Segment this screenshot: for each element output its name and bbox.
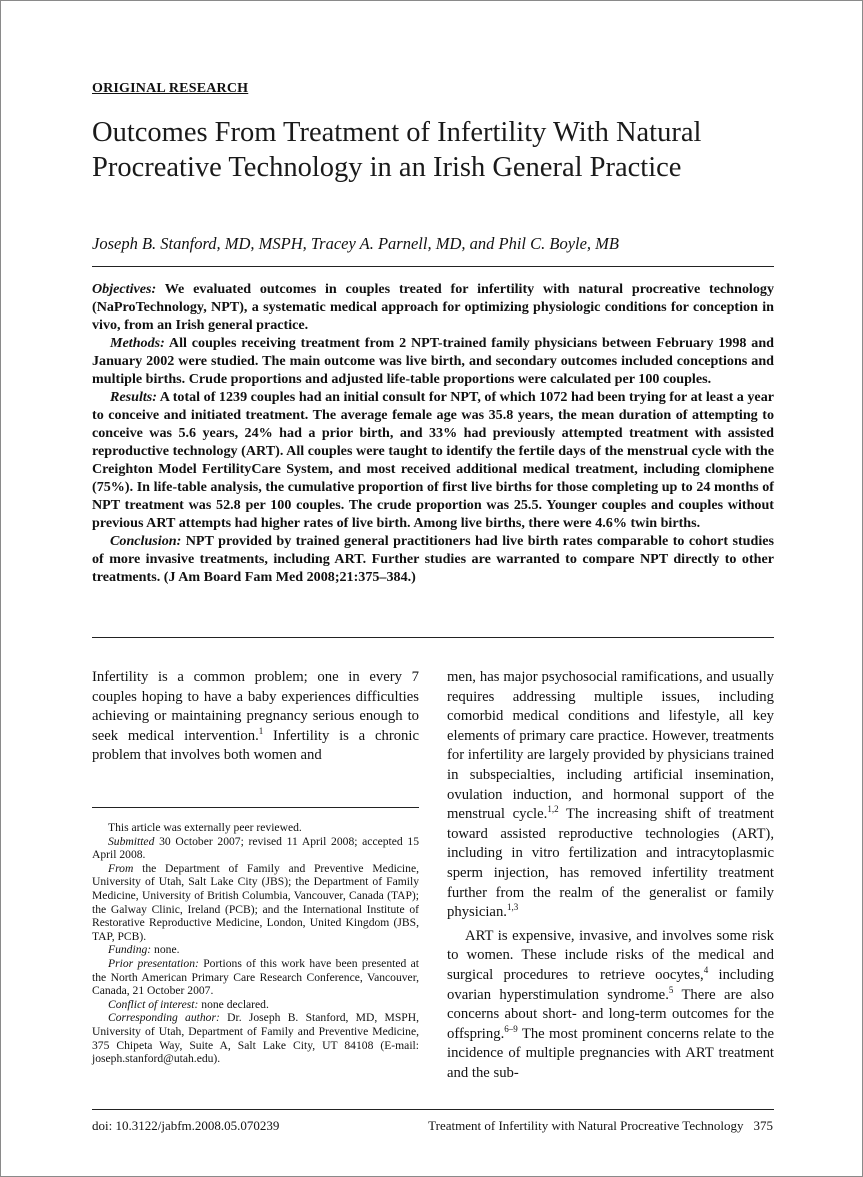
methods-text: All couples receiving treatment from 2 NPT-trained family physicians between February 1998 and January 2002 were studied. The main outcome was live birth, and secondary outcomes included conceptions and multiple births. Crude proportions and adjusted life-table proportions were calculated per 100 couples. [92, 335, 775, 387]
running-title: Treatment of Infertility with Natural Procreative Technology [428, 1118, 744, 1133]
intro-paragraph [92, 668, 419, 766]
page-number: 375 [753, 1118, 773, 1133]
footnote-review: This article was externally peer reviewed. [108, 821, 302, 834]
objectives-text: We evaluated outcomes in couples treated for infertility with natural procreative technology (NaProTechnology, NPT), a systematic medical approach for optimizing physiologic conditions for conception in vivo, from an Irish general practice. [92, 281, 774, 333]
conflict-label: Conflict of interest: [108, 997, 199, 1011]
article-title: Outcomes From Treatment of Infertility With Natural Procreative Technology in an Irish General Practice [92, 117, 702, 183]
objectives-label: Objectives: [92, 281, 157, 297]
abstract-results [92, 388, 774, 532]
conflict-text: none declared. [198, 997, 269, 1011]
conclusion-label: Conclusion: [110, 533, 182, 549]
body-column-left [92, 668, 419, 766]
footnote-rule [92, 807, 419, 808]
section-label: ORIGINAL RESEARCH [92, 81, 249, 96]
abstract-objectives [92, 280, 774, 334]
citation-ref: 6–9 [504, 1023, 518, 1034]
citation-ref: 4 [703, 965, 709, 976]
footnote-submitted [92, 835, 419, 862]
footnotes [92, 821, 419, 1066]
abstract-methods [92, 334, 774, 388]
citation-ref: 1,2 [547, 804, 559, 815]
corresponding-label: Corresponding author: [108, 1011, 220, 1025]
author-list: Joseph B. Stanford, MD, MSPH, Tracey A. Parnell, MD, and Phil C. Boyle, MB [92, 234, 620, 253]
abstract-conclusion [92, 532, 774, 586]
intro-text: Infertility is a common problem; one in every 7 couples hoping to have a baby experiences difficulties achieving or maintaining pregnancy serious enough to seek medical intervention. [92, 669, 419, 744]
footnote-prior-presentation [92, 957, 419, 998]
body-text: men, has major psychosocial ramifications, and usually requires addressing multiple issues, including comorbid medical conditions and lifestyle, all key elements of primary care practice. However, treatments for infertility are largely provided by physicians trained in subspecialties, including artificial insemination, ovulation induction, and hormonal support of the menstrual cycle. [447, 669, 774, 823]
methods-label: Methods: [110, 335, 165, 351]
body-text: The most prominent concerns relate to the incidence of multiple pregnancies with ART treatment and the sub- [447, 1025, 774, 1081]
from-label: From [108, 861, 134, 875]
citation-ref: 5 [668, 984, 674, 995]
citation-ref: 1,3 [506, 902, 519, 913]
footnote-corresponding [92, 1011, 419, 1065]
citation-ref: 1 [258, 725, 264, 736]
body-text: ART is expensive, invasive, and involves some risk to women. These include risks of the medical and surgical procedures to retrieve oocytes, [447, 927, 774, 983]
running-footer [428, 1118, 773, 1134]
from-text: the Department of Family and Preventive Medicine, University of Utah, Salt Lake City (JBS); the Department of Family Medicine, University of British Columbia, Vancouver, Canada (TAP); the Galway Clinic, Ireland (PCB); and the International Institute of Restorative Reproductive Medicine, London, United Kingdom (JBS, TAP, PCB). [92, 861, 419, 943]
funding-text: none. [151, 943, 180, 957]
corresponding-text: Dr. Joseph B. Stanford, MD, MSPH, University of Utah, Department of Family and Preventive Medicine, 375 Chipeta Way, Suite A, Salt Lake City, UT 84108 (E-mail: joseph.stanford@utah.edu). [92, 1011, 419, 1066]
footnote-funding [92, 943, 419, 957]
results-text: A total of 1239 couples had an initial consult for NPT, of which 1072 had been trying for at least a year to conceive and initiated treatment. The average female age was 35.8 years, the mean duration of attempting to conceive was 5.6 years, 24% had a prior birth, and 33% had previously attempted treatment with assisted reproductive technology (ART). All couples were taught to identify the fertile days of the menstrual cycle with the Creighton Model FertilityCare System, and most received additional medical treatment, including clomiphene (75%). In life-table analysis, the cumulative proportion of first live births for those completing up to 24 months of NPT treatment was 52.8 per 100 couples. The crude proportion was 25.5. Younger couples and couples without previous ART attempts had higher rates of live birth. Among live births, there were 4.6% twin births. [92, 389, 774, 531]
footnote-affiliations [92, 862, 419, 944]
body-text: including ovarian hyperstimulation syndrome. [447, 966, 774, 1003]
prior-label: Prior presentation: [108, 956, 199, 970]
body-paragraph-1 [447, 668, 774, 923]
body-text: There are also concerns about short- and long-term outcomes for the offspring. [447, 986, 774, 1042]
conclusion-text: NPT provided by trained general practitioners had live birth rates comparable to cohort studies of more invasive treatments, including ART. Further studies are warranted to compare NPT directly to other treatments. (J Am Board Fam Med 2008;21:375–384.) [92, 533, 774, 585]
prior-text: Portions of this work have been presented at the North American Primary Care Research Conference, Vancouver, Canada, 21 October 2007. [92, 956, 419, 998]
abstract-top-rule [92, 266, 774, 267]
abstract [92, 280, 774, 586]
submitted-label: Submitted [108, 834, 155, 848]
submitted-text: 30 October 2007; revised 11 April 2008; accepted 15 April 2008. [92, 834, 419, 862]
intro-text-end: Infertility is a chronic problem that involves both women and [92, 727, 420, 764]
footer-rule [92, 1109, 774, 1110]
body-column-right [447, 668, 774, 1083]
funding-label: Funding: [108, 943, 152, 957]
body-paragraph-2 [447, 927, 774, 1084]
results-label: Results: [110, 389, 157, 405]
doi-link[interactable]: doi: 10.3122/jabfm.2008.05.070239 [92, 1118, 280, 1133]
footnote-conflict [92, 998, 419, 1012]
abstract-bottom-rule [92, 637, 774, 638]
body-text: The increasing shift of treatment toward assisted reproductive technologies (ART), including in vitro fertilization and intracytoplasmic sperm injection, has removed infertility treatment further from the realm of the generalist or family physician. [447, 806, 774, 921]
